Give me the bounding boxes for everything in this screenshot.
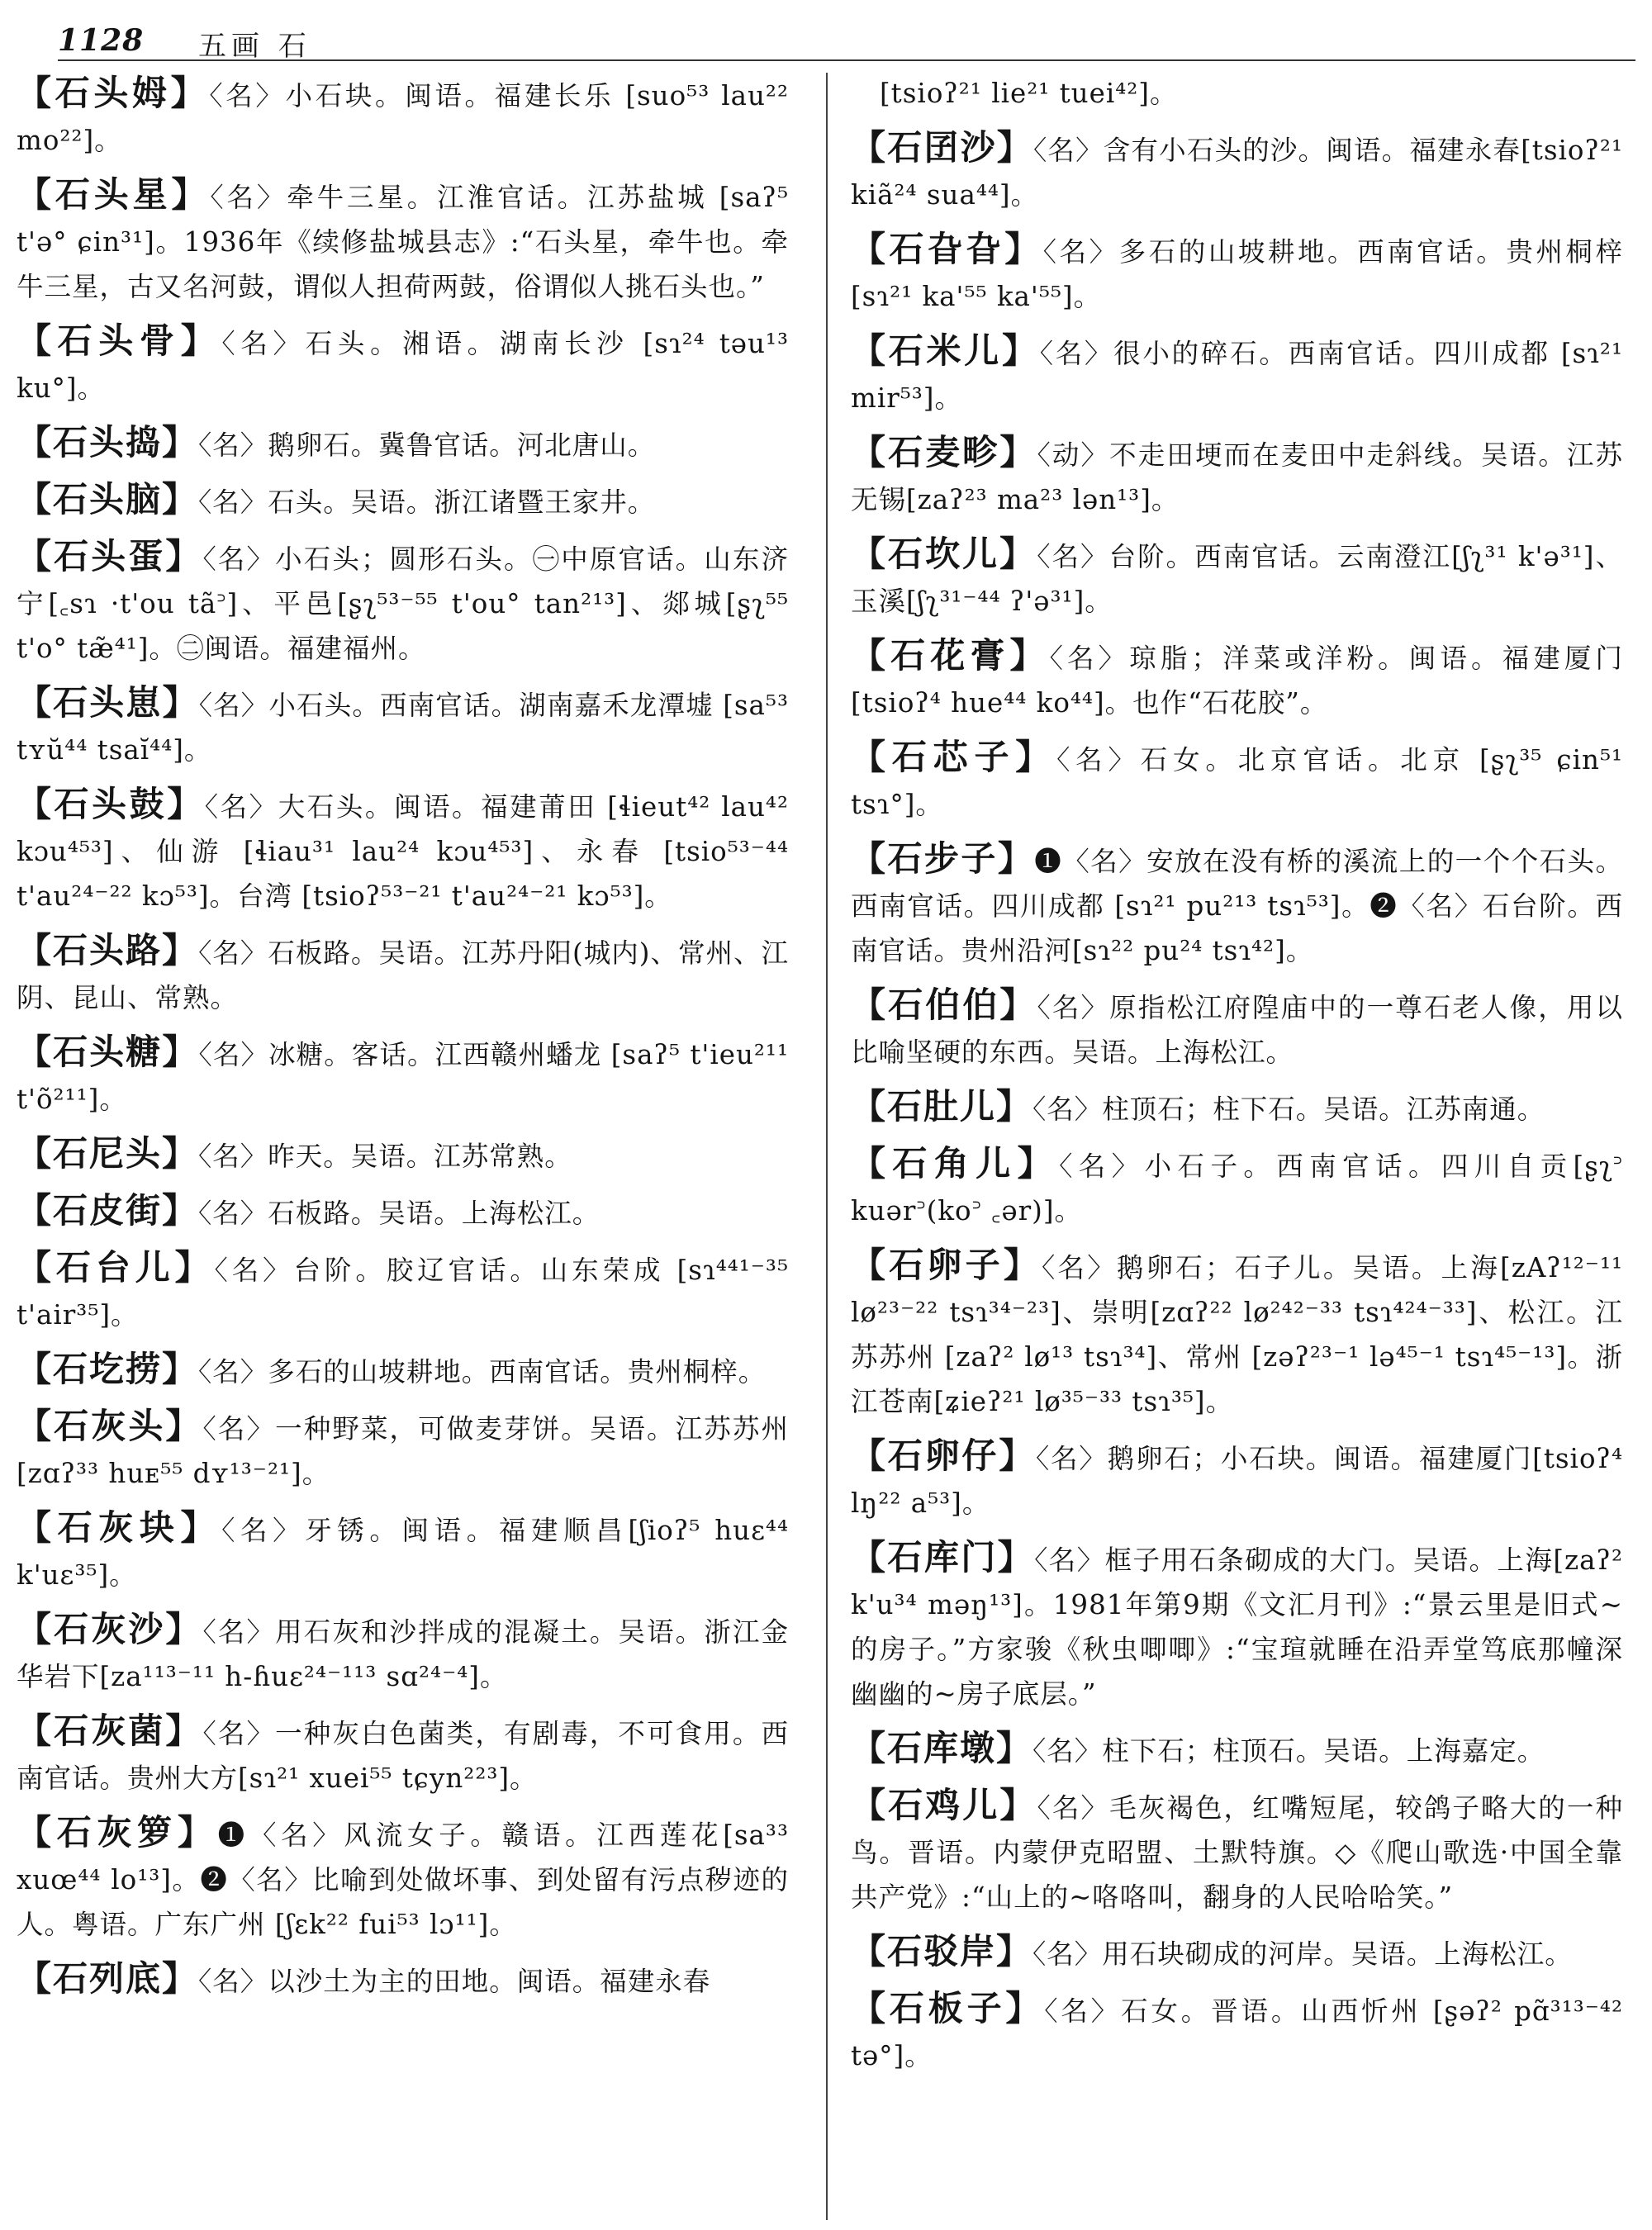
entry-headword: 【石灰头】 xyxy=(17,1406,203,1446)
entry-headword: 【石头路】 xyxy=(17,930,199,970)
entry-headword: 【石囝沙】 xyxy=(851,127,1033,168)
dictionary-entry xyxy=(17,1957,789,2004)
entry-definition: 〈名〉石板路。吴语。江苏丹阳(城内)、常州、江阴、昆山、常熟。 xyxy=(17,937,789,1013)
dictionary-entry xyxy=(851,329,1623,420)
dictionary-entry xyxy=(851,1783,1623,1919)
entry-headword: 【石灰块】 xyxy=(17,1507,222,1548)
dictionary-entry xyxy=(17,71,789,163)
entry-definition: 〈名〉很小的碎石。西南官话。四川成都 [sɿ²¹ mir⁵³]。 xyxy=(851,338,1623,414)
entry-headword: 【石圪捞】 xyxy=(17,1349,199,1389)
entry-definition: 〈名〉小石头；圆形石头。㊀中原官话。山东济宁[꜀sɿ ·t'ou tã꜄]、平邑[ʂʅ⁵³⁻⁵⁵ t'ou° tan²¹³]、郯城[ʂʅ⁵⁵ t'o° tæ̃⁴¹]。㊁闽语。福建福州。 xyxy=(17,543,789,664)
entry-definition: 〈名〉鹅卵石；小石块。闽语。福建厦门[tsioʔ⁴ lŋ²² a⁵³]。 xyxy=(851,1443,1623,1519)
entry-definition: 〈名〉石板路。吴语。上海松江。 xyxy=(198,1198,601,1229)
entry-definition: 〈名〉石头。湘语。湖南长沙 [sɿ²⁴ təu¹³ ku°]。 xyxy=(17,328,789,404)
dictionary-entry xyxy=(851,1929,1623,1976)
dictionary-entry xyxy=(17,1607,789,1699)
entry-definition: 〈动〉不走田埂而在麦田中走斜线。吴语。江苏无锡[zaʔ²³ ma²³ lən¹³]。 xyxy=(851,439,1623,515)
entry-headword: 【石头捣】 xyxy=(17,422,199,463)
entry-headword: 【石头蛋】 xyxy=(17,536,203,576)
dictionary-entry xyxy=(851,1243,1623,1424)
entry-headword: 【石头糖】 xyxy=(17,1032,199,1072)
entry-headword: 【石驳岸】 xyxy=(851,1931,1033,1971)
left-column xyxy=(17,71,789,2014)
dictionary-entry xyxy=(17,1810,789,1947)
entry-definition: 〈名〉一种灰白色菌类，有剧毒，不可食用。西南官话。贵州大方[sɿ²¹ xuei⁵⁵ tɕyn²²³]。 xyxy=(17,1718,789,1794)
entry-headword: 【石列底】 xyxy=(17,1958,199,1999)
entry-headword: 【石卵子】 xyxy=(851,1245,1042,1285)
dictionary-entry xyxy=(17,319,789,410)
dictionary-entry xyxy=(851,1986,1623,2078)
entry-headword: 【石肚儿】 xyxy=(851,1086,1033,1127)
dictionary-entry xyxy=(851,1434,1623,1525)
entry-headword: 【石步子】 xyxy=(851,838,1035,879)
dictionary-entry xyxy=(851,633,1623,725)
entry-definition: 〈名〉琼脂；洋菜或洋粉。闽语。福建厦门[tsioʔ⁴ hue⁴⁴ ko⁴⁴]。也作“石花胶”。 xyxy=(851,643,1623,719)
entry-headword: 【石旮旮】 xyxy=(851,229,1043,269)
entry-definition: 〈名〉石女。晋语。山西忻州 [ʂəʔ² pɑ̃³¹³⁻⁴² tə°]。 xyxy=(851,1995,1623,2071)
entry-headword: 【石库墩】 xyxy=(851,1728,1033,1768)
entry-definition: 〈名〉以沙土为主的田地。闽语。福建永春 xyxy=(198,1966,711,1997)
entry-headword: 【石米儿】 xyxy=(851,330,1040,371)
dictionary-entry xyxy=(851,126,1623,217)
entry-headword: 【石皮街】 xyxy=(17,1190,199,1231)
entry-definition: 〈名〉柱下石；柱顶石。吴语。上海嘉定。 xyxy=(1032,1735,1545,1767)
entry-definition: 〈名〉框子用石条砌成的大门。吴语。上海[zaʔ² k'u³⁴ məŋ¹³]。1981年第9期《文汇月刊》:“景云里是旧式~的房子。”方家骏《秋虫唧唧》:“宝瑄就睡在沿弄堂笃底那幢深幽幽的~房子底层。” xyxy=(851,1544,1623,1710)
entry-definition: 〈名〉小石子。西南官话。四川自贡[ʂʅ꜄ kuər꜄(ko꜄ ꜀ər)]。 xyxy=(851,1151,1623,1226)
dictionary-entry xyxy=(17,681,789,772)
entry-headword: 【石头姆】 xyxy=(17,73,210,113)
dictionary-entry xyxy=(17,173,789,309)
dictionary-entry xyxy=(17,477,789,524)
entry-definition: 〈名〉多石的山坡耕地。西南官话。贵州桐梓。 xyxy=(198,1356,767,1388)
entry-definition: [tsioʔ²¹ lie²¹ tuei⁴²]。 xyxy=(880,78,1178,109)
dictionary-entry xyxy=(17,928,789,1020)
dictionary-entry xyxy=(851,227,1623,319)
entry-headword: 【石花膏】 xyxy=(851,635,1050,676)
dictionary-entry xyxy=(17,1030,789,1122)
entry-definition: 〈名〉大石头。闽语。福建莆田 [ɬieut⁴² lau⁴² kɔu⁴⁵³]、仙游 [ɬiau³¹ lau²⁴ kɔu⁴⁵³]、永春 [tsio⁵³⁻⁴⁴ t'au²⁴⁻²² kɔ⁵³]。台湾 [tsioʔ⁵³⁻²¹ t'au²⁴⁻²¹ kɔ⁵³]。 xyxy=(17,791,789,912)
dictionary-entry xyxy=(851,1084,1623,1132)
entry-headword: 【石卵仔】 xyxy=(851,1435,1036,1476)
dictionary-entry xyxy=(851,983,1623,1075)
dictionary-entry xyxy=(851,735,1623,827)
entry-headword: 【石台儿】 xyxy=(17,1247,215,1288)
dictionary-entry xyxy=(17,420,789,467)
entry-definition: 〈名〉台阶。胶辽官话。山东荣成 [sɿ⁴⁴¹⁻³⁵ t'air³⁵]。 xyxy=(17,1255,789,1331)
entry-headword: 【石鸡儿】 xyxy=(851,1785,1037,1825)
entry-headword: 【石板子】 xyxy=(851,1988,1045,2028)
dictionary-entry xyxy=(851,1535,1623,1716)
dictionary-entry xyxy=(17,1189,789,1236)
entry-headword: 【石头脑】 xyxy=(17,479,199,520)
header-rule xyxy=(58,59,1635,61)
entry-definition: 〈名〉石女。北京官话。北京 [ʂʅ³⁵ ɕin⁵¹ tsɿ°]。 xyxy=(851,744,1623,820)
entry-headword: 【石头骨】 xyxy=(17,320,222,361)
entry-definition: 〈名〉台阶。西南官话。云南澄江[ʃʅ³¹ k'ə³¹]、玉溪[ʃʅ³¹⁻⁴⁴ ʔ'ə³¹]。 xyxy=(851,541,1623,617)
entry-definition: ❶〈名〉风流女子。赣语。江西莲花[sa³³ xuœ⁴⁴ lo¹³]。❷〈名〉比喻到处做坏事、到处留有污点秽迹的人。粤语。广东广州 [ʃɛk²² fui⁵³ lɔ¹¹]。 xyxy=(17,1820,789,1940)
entry-headword: 【石库门】 xyxy=(851,1537,1035,1578)
dictionary-entry xyxy=(17,534,789,671)
entry-headword: 【石灰菌】 xyxy=(17,1710,203,1751)
entry-headword: 【石尼头】 xyxy=(17,1133,199,1174)
entry-definition: 〈名〉含有小石头的沙。闽语。福建永春[tsioʔ²¹ kiã²⁴ sua⁴⁴]。 xyxy=(851,135,1623,211)
dictionary-entry xyxy=(17,1404,789,1496)
entry-definition: 〈名〉昨天。吴语。江苏常熟。 xyxy=(198,1141,572,1172)
entry-headword: 【石灰沙】 xyxy=(17,1609,203,1649)
entry-headword: 【石头鼓】 xyxy=(17,784,205,824)
entry-definition: 〈名〉冰糖。客话。江西赣州蟠龙 [saʔ⁵ t'ieu²¹¹ t'õ²¹¹]。 xyxy=(17,1039,789,1115)
column-divider xyxy=(826,73,828,2220)
entry-headword: 【石麦畛】 xyxy=(851,432,1037,472)
entry-definition: 〈名〉用石块砌成的河岸。吴语。上海松江。 xyxy=(1032,1938,1573,1970)
entry-definition: 〈名〉原指松江府隍庙中的一尊石老人像，用以比喻坚硬的东西。吴语。上海松江。 xyxy=(851,992,1623,1068)
dictionary-entry xyxy=(851,1726,1623,1773)
dictionary-entry xyxy=(851,1141,1623,1233)
section-label: 五画 石 xyxy=(198,30,311,63)
entry-continuation xyxy=(851,71,1623,116)
dictionary-entry xyxy=(17,1132,789,1179)
entry-definition: 〈名〉多石的山坡耕地。西南官话。贵州桐梓[sɿ²¹ ka'⁵⁵ ka'⁵⁵]。 xyxy=(851,236,1623,312)
entry-definition: 〈名〉牙锈。闽语。福建顺昌[ʃioʔ⁵ huɛ⁴⁴ k'uɛ³⁵]。 xyxy=(17,1515,789,1591)
dictionary-entry xyxy=(17,1347,789,1394)
page-number: 1128 xyxy=(58,23,145,58)
entry-headword: 【石坎儿】 xyxy=(851,534,1037,574)
entry-headword: 【石头崽】 xyxy=(17,682,199,723)
entry-definition: 〈名〉小石块。闽语。福建长乐 [suo⁵³ lau²² mo²²]。 xyxy=(17,80,789,156)
right-column xyxy=(851,71,1623,2088)
entry-definition: ❶〈名〉安放在没有桥的溪流上的一个个石头。西南官话。四川成都 [sɿ²¹ pu²¹³ tsɿ⁵³]。❷〈名〉石台阶。西南官话。贵州沿河[sɿ²² pu²⁴ tsɿ⁴²]。 xyxy=(851,846,1623,966)
page-header xyxy=(58,18,1635,61)
entry-definition: 〈名〉小石头。西南官话。湖南嘉禾龙潭墟 [sa⁵³ tʏŭ⁴⁴ tsaĭ⁴⁴]。 xyxy=(17,690,789,766)
dictionary-entry xyxy=(17,782,789,918)
dictionary-entry xyxy=(17,1245,789,1337)
dictionary-entry xyxy=(17,1709,789,1801)
entry-headword: 【石伯伯】 xyxy=(851,985,1037,1025)
entry-definition: 〈名〉一种野菜，可做麦芽饼。吴语。江苏苏州[zɑʔ³³ huᴇ⁵⁵ dʏ¹³⁻²¹]。 xyxy=(17,1413,789,1489)
entry-definition: 〈名〉鹅卵石。冀鲁官话。河北唐山。 xyxy=(198,429,656,461)
entry-definition: 〈名〉用石灰和沙拌成的混凝土。吴语。浙江金华岩下[za¹¹³⁻¹¹ h-ɦuɛ²⁴⁻¹¹³ sɑ²⁴⁻⁴]。 xyxy=(17,1616,789,1692)
dictionary-entry xyxy=(851,532,1623,624)
entry-headword: 【石头星】 xyxy=(17,174,211,215)
entry-headword: 【石灰箩】 xyxy=(17,1812,218,1853)
dictionary-entry xyxy=(17,1506,789,1597)
entry-definition: 〈名〉牵牛三星。江淮官话。江苏盐城 [saʔ⁵ t'ə° ɕin³¹]。1936年《续修盐城县志》:“石头星，牵牛也。牵牛三星，古又名河鼓，谓似人担荷两鼓，俗谓似人挑石头也。” xyxy=(17,182,789,302)
entry-definition: 〈名〉毛灰褐色，红嘴短尾，较鸽子略大的一种鸟。晋语。内蒙伊克昭盟、土默特旗。◇《爬山歌选·中国全靠共产党》:“山上的~咯咯叫，翻身的人民哈哈笑。” xyxy=(851,1792,1623,1913)
entry-headword: 【石角儿】 xyxy=(851,1143,1060,1184)
dictionary-entry xyxy=(851,837,1623,973)
entry-headword: 【石芯子】 xyxy=(851,737,1057,777)
entry-definition: 〈名〉石头。吴语。浙江诸暨王家井。 xyxy=(198,486,656,518)
entry-definition: 〈名〉柱顶石；柱下石。吴语。江苏南通。 xyxy=(1032,1094,1545,1125)
entry-definition: 〈名〉鹅卵石；石子儿。吴语。上海[zAʔ¹²⁻¹¹ lø²³⁻²² tsɿ³⁴⁻²³]、崇明[zɑʔ²² lø²⁴²⁻³³ tsɿ⁴²⁴⁻³³]、松江。江苏苏州 [zaʔ² lø¹³ tsɿ³⁴]、常州 [zəʔ²³⁻¹ lə⁴⁵⁻¹ tsɿ⁴⁵⁻¹³]。浙江苍南[ʑieʔ²¹ lø³⁵⁻³³ tsɿ³⁵]。 xyxy=(851,1252,1623,1417)
dictionary-entry xyxy=(851,430,1623,522)
